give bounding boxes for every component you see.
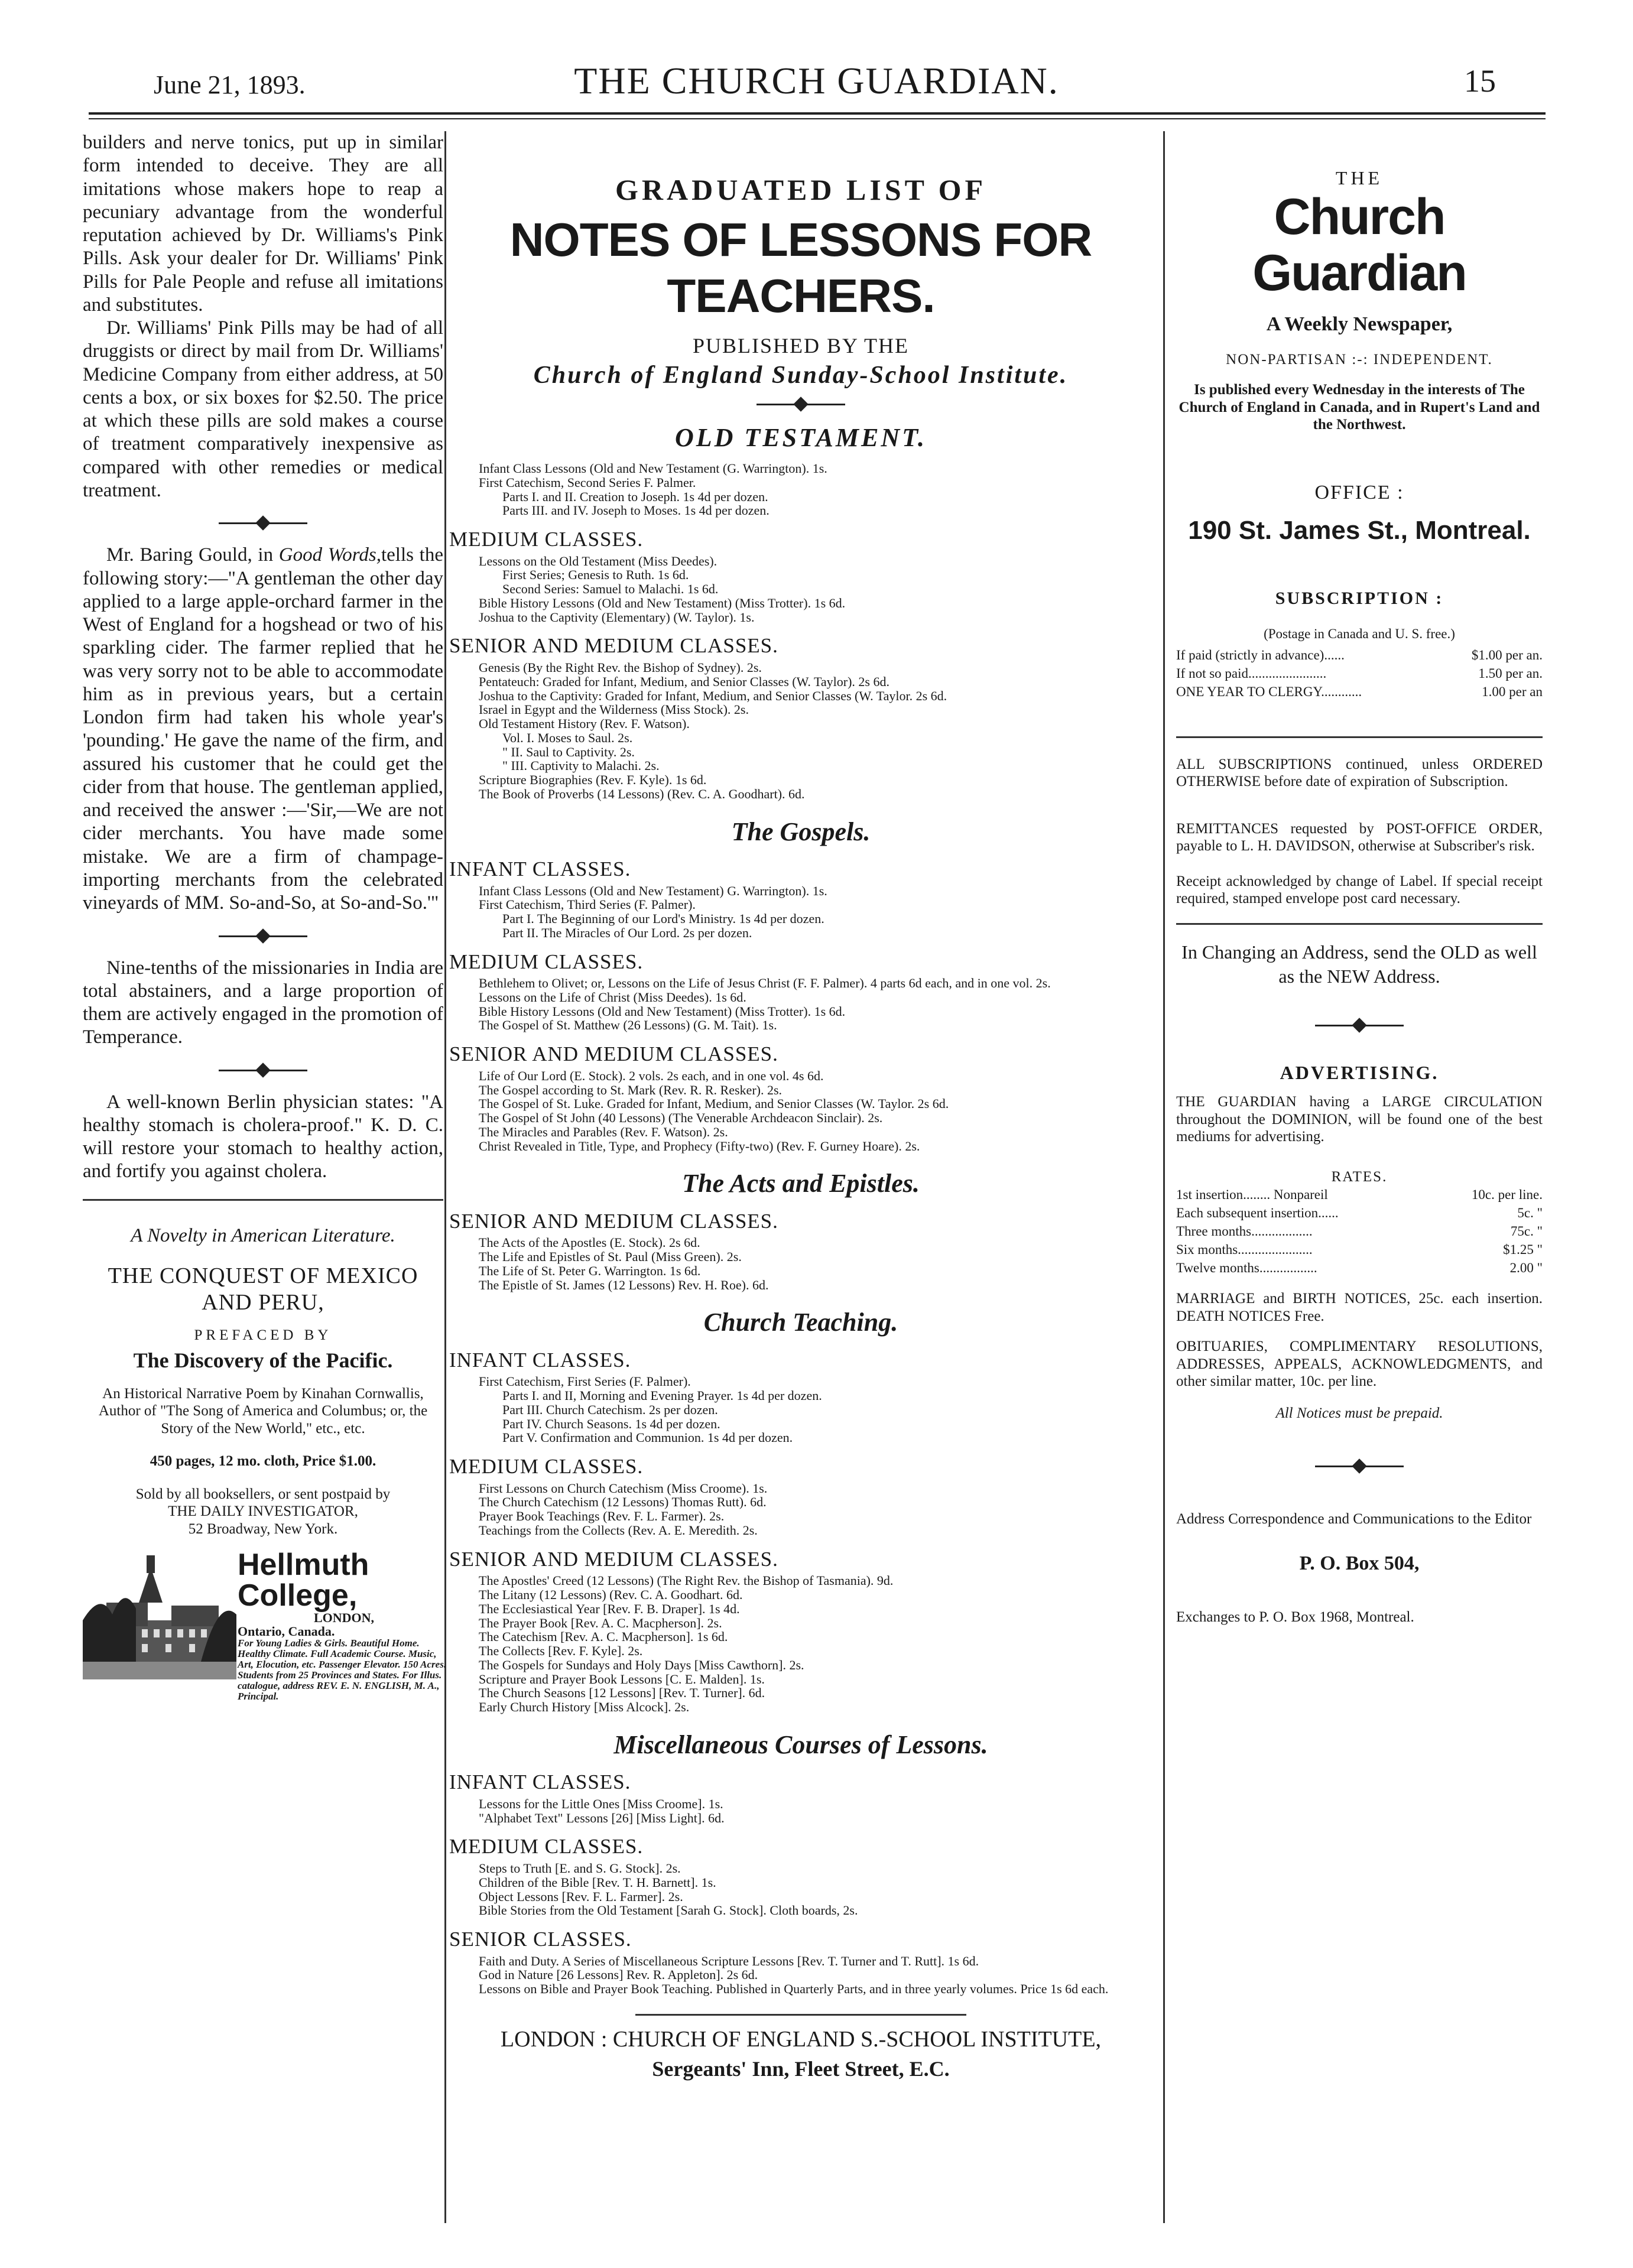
subscription-row (1176, 683, 1543, 701)
receipt-note: Receipt acknowledged by change of Label. If special receipt required, stamped envelope post card necessary. (1176, 873, 1543, 907)
exchanges-note: Exchanges to P. O. Box 1968, Montreal. (1176, 1609, 1414, 1626)
college-word: College, (238, 1578, 358, 1613)
advertising-text: THE GUARDIAN having a LARGE CIRCULATION throughout the DOMINION, will be found one of the best mediums for advertising. (1176, 1094, 1543, 1145)
lesson-entry: "Alphabet Text" Lessons [26] [Miss Light]. 6d. (479, 1810, 725, 1825)
lesson-entries (449, 1375, 1152, 1445)
class-level-label: MEDIUM CLASSES. (449, 1835, 644, 1858)
story-body: tells the following story:—"A gentleman the other day applied to a large apple-orchard farmer in the West of England for a hogshead or two of his sparkling cider. The farmer replied that he was very sorry not to be able to accommodate him as in previous years, but a certain London firm had taken his whole year's 'pounding.' He gave the name of the firm, and assured his customer that he could get the cider from that house. The gentleman applied, and received the answer :—'Sir,—We are not cider merchants. You have made some mistake. We are a firm of champage-importing merchants from the celebrated vineyards of MM. So-and-So, at So-and-So.'" (83, 544, 443, 914)
lesson-entry: Scripture Biographies (Rev. F. Kyle). 1s 6d. (479, 772, 707, 788)
subscription-row-value: 1.00 per an (1482, 684, 1543, 699)
sold-by: Sold by all booksellers, or sent postpaid by (135, 1486, 391, 1502)
rate-row (1176, 1240, 1543, 1259)
hellmuth-college-ad (83, 1548, 447, 1702)
kdc-para: A well-known Berlin physician states: "A healthy stomach is cholera-proof." K. D. C. will restore your stomach to healthy action, and fortify you against cholera. (83, 1091, 443, 1182)
left-column (83, 131, 447, 1702)
lesson-entry: The Gospel of St John (40 Lessons) (The Venerable Archdeacon Sinclair). 2s. (479, 1110, 883, 1126)
class-level-label: MEDIUM CLASSES. (449, 950, 644, 973)
class-level-label: INFANT CLASSES. (449, 1770, 631, 1794)
pink-pills-para-1: builders and nerve tonics, put up in similar form intended to deceive. They are all imitations whose makers hope to reap a pecuniary advantage from the wonderful reputation achieved by Dr. Williams's Pink Pills. Ask your dealer for Dr. Williams' Pink Pills for Pale People and refuse all imitations and substitutes. (83, 132, 443, 316)
lesson-entry: Lessons on Bible and Prayer Book Teaching. Published in Quarterly Parts, and in three yearly volumes. Price 1s 6d each. (479, 1981, 1109, 1997)
nonpartisan-line: NON-PARTISAN :-: INDEPENDENT. (1226, 351, 1493, 368)
baring-gould-story (83, 544, 443, 915)
rate-row-label: 1st insertion........ Nonpareil (1176, 1187, 1328, 1203)
lesson-entry: Steps to Truth [E. and S. G. Stock]. 2s. (479, 1861, 681, 1876)
notes-of-lessons-title: NOTES OF LESSONS FOR TEACHERS. (509, 213, 1092, 322)
institute-name: Church of England Sunday-School Institute. (533, 361, 1069, 389)
advertising-heading: ADVERTISING. (1280, 1061, 1439, 1083)
section-heading: OLD TESTAMENT. (674, 423, 927, 452)
lesson-entry: Infant Class Lessons (Old and New Testament (G. Warrington). 1s. (479, 461, 827, 476)
rate-row-label: Twelve months................. (1176, 1260, 1317, 1276)
lesson-entry: Faith and Duty. A Series of Miscellaneous Scripture Lessons [Rev. T. Turner and T. Rutt]. 1s 6d. (479, 1953, 979, 1968)
good-words-title: Good Words, (278, 544, 381, 566)
lesson-entry: Object Lessons [Rev. F. L. Farmer]. 2s. (479, 1889, 683, 1904)
lesson-entries (449, 1236, 1152, 1292)
class-level-label: SENIOR CLASSES. (449, 1928, 632, 1951)
office-address: 190 St. James St., Montreal. (1188, 516, 1531, 545)
lesson-entry: First Lessons on Church Catechism (Miss Croome). 1s. (479, 1480, 768, 1496)
novelty-heading: A Novelty in American Literature. (131, 1224, 395, 1246)
pink-pills-para-2: Dr. Williams' Pink Pills may be had of all druggists or direct by mail from Dr. Williams' Medicine Company from either address, at 50 cents a box, or six boxes for $2.50. The price at which these pills are sold makes a course of treatment comparatively inexpensive as compared with other remedies or medical treatment. (83, 317, 443, 501)
marriage-notices: MARRIAGE and BIRTH NOTICES, 25c. each insertion. DEATH NOTICES Free. (1176, 1291, 1543, 1324)
lesson-entry: Part IV. Church Seasons. 1s 4d per dozen. (502, 1416, 720, 1431)
historical-narrative: An Historical Narrative Poem by Kinahan Cornwallis, Author of "The Song of America and Columbus; or, the Story of the New World," etc., etc. (98, 1385, 428, 1437)
college-province: Ontario, Canada. (238, 1624, 335, 1639)
section-heading: Miscellaneous Courses of Lessons. (613, 1730, 988, 1759)
ornament-divider (1315, 1463, 1404, 1469)
sergeants-inn: Sergeants' Inn, Fleet Street, E.C. (652, 2057, 950, 2081)
lesson-entry: Old Testament History (Rev. F. Watson). (479, 716, 690, 732)
subscription-row-value: 1.50 per an. (1478, 665, 1543, 681)
column-divider-right (1163, 131, 1165, 2223)
lesson-entries (449, 554, 1152, 625)
subscription-row (1176, 664, 1543, 683)
correspondence-note: Address Correspondence and Communications to the Editor (1176, 1511, 1532, 1528)
college-building-illustration (83, 1549, 236, 1679)
ornament-divider (219, 520, 307, 526)
rate-row-value: 75c. " (1510, 1224, 1543, 1239)
lesson-entry: The Church Seasons [12 Lessons] [Rev. T. Turner]. 6d. (479, 1685, 765, 1701)
class-level-label: MEDIUM CLASSES. (449, 528, 644, 551)
lesson-sections (449, 423, 1152, 1996)
lesson-entries (449, 1954, 1152, 1996)
college-city: LONDON, (313, 1610, 375, 1626)
class-level-label: MEDIUM CLASSES. (449, 1455, 644, 1479)
lesson-entry: The Apostles' Creed (12 Lessons) (The Right Rev. the Bishop of Tasmania). 9d. (479, 1573, 894, 1588)
lesson-entry: Bible History Lessons (Old and New Testament) (Miss Trotter). 1s 6d. (479, 1003, 846, 1019)
rate-row (1176, 1222, 1543, 1240)
rate-row-label: Three months.................. (1176, 1224, 1313, 1239)
masthead: THE CHURCH GUARDIAN. (574, 60, 1059, 102)
lesson-entry: Lessons on the Life of Christ (Miss Deedes). 1s 6d. (479, 989, 746, 1005)
lesson-entry: The Life and Epistles of St. Paul (Miss Green). 2s. (479, 1249, 742, 1265)
lesson-entry: The Gospel of St. Matthew (26 Lessons) (G. M. Tait). 1s. (479, 1018, 777, 1033)
the-word: THE (1335, 167, 1384, 189)
story-lead: Mr. Baring Gould, in (106, 544, 279, 566)
lesson-entries (449, 462, 1152, 518)
subscription-row (1176, 646, 1543, 664)
lesson-entry: The Gospel according to St. Mark (Rev. R. R. Resker). 2s. (479, 1082, 783, 1097)
lesson-entry: The Book of Proverbs (14 Lessons) (Rev. C. A. Goodhart). 6d. (479, 786, 805, 801)
institute-address-line: LONDON : CHURCH OF ENGLAND S.-SCHOOL INSTITUTE, (500, 2026, 1102, 2052)
lesson-entry: First Catechism, Third Series (F. Palmer). (479, 897, 696, 912)
lesson-entry: Vol. I. Moses to Saul. 2s. (502, 730, 633, 745)
lesson-entry: Parts III. and IV. Joseph to Moses. 1s 4d per dozen. (502, 503, 770, 518)
lesson-entry: " II. Saul to Captivity. 2s. (502, 744, 635, 759)
lesson-entry: First Series; Genesis to Ruth. 1s 6d. (502, 567, 689, 583)
lesson-entry: Christ Revealed in Title, Type, and Prophecy (Fifty-two) (Rev. F. Gurney Hoare). 2s. (479, 1138, 920, 1154)
ornament-divider (219, 933, 307, 939)
prepaid-note: All Notices must be prepaid. (1275, 1405, 1443, 1421)
lesson-entries (449, 976, 1152, 1032)
lesson-entry: First Catechism, Second Series F. Palmer. (479, 475, 696, 490)
lesson-entry: Lessons on the Old Testament (Miss Deedes). (479, 553, 718, 568)
ornament-divider (757, 401, 845, 407)
lesson-entry: Infant Class Lessons (Old and New Testament) G. Warrington). 1s. (479, 883, 827, 898)
rate-row-value: 5c. " (1517, 1206, 1543, 1221)
section-heading: Church Teaching. (703, 1308, 898, 1337)
lesson-entries (449, 1481, 1152, 1538)
lesson-entry: First Catechism, First Series (F. Palmer). (479, 1374, 691, 1389)
rate-row (1176, 1185, 1543, 1204)
class-level-label: SENIOR AND MEDIUM CLASSES. (449, 1042, 778, 1066)
postage-note: (Postage in Canada and U. S. free.) (1264, 626, 1455, 642)
lesson-entry: The Miracles and Parables (Rev. F. Watson). 2s. (479, 1124, 728, 1139)
header-rule-thin (89, 118, 1546, 119)
rate-row-value: $1.25 " (1503, 1242, 1543, 1258)
lesson-entry: Teachings from the Collects (Rev. A. E. Meredith. 2s. (479, 1522, 758, 1538)
right-column (1176, 131, 1543, 1626)
lesson-entry: Bethlehem to Olivet; or, Lessons on the Life of Jesus Christ (F. F. Palmer). 4 parts 6d each, and in one vol. 2s. (479, 976, 1051, 991)
lesson-entry: The Gospels for Sundays and Holy Days [Miss Cawthorn]. 2s. (479, 1657, 804, 1672)
subscription-rates (1176, 646, 1543, 701)
lesson-entry: Prayer Book Teachings (Rev. F. L. Farmer). 2s. (479, 1509, 725, 1524)
obituaries-note: OBITUARIES, COMPLIMENTARY RESOLUTIONS, ADDRESSES, APPEALS, ACKNOWLEDGMENTS, and other similar matter, 10c. per line. (1176, 1338, 1543, 1390)
lesson-entry: Joshua to the Captivity: Graded for Infant, Medium, and Senior Classes (W. Taylor. 2s 6d. (479, 688, 947, 703)
published-statement: Is published every Wednesday in the interests of The Church of England in Canada, and in Rupert's Land and the Northwest. (1179, 382, 1540, 433)
price-line: 450 pages, 12 mo. cloth, Price $1.00. (150, 1453, 376, 1470)
lesson-entry: Early Church History [Miss Alcock]. 2s. (479, 1700, 690, 1715)
subscription-heading: SUBSCRIPTION : (1275, 588, 1444, 608)
issue-date: June 21, 1893. (154, 70, 306, 99)
section-heading: The Acts and Epistles. (682, 1169, 920, 1198)
subscription-row-label: If not so paid....................... (1176, 665, 1327, 681)
lesson-entry: Bible Stories from the Old Testament [Sarah G. Stock]. Cloth boards, 2s. (479, 1903, 858, 1918)
lesson-entries (449, 884, 1152, 940)
rate-row (1176, 1204, 1543, 1222)
rate-row (1176, 1259, 1543, 1277)
lesson-entry: The Catechism [Rev. A. C. Macpherson]. 1s 6d. (479, 1629, 728, 1645)
rates-heading: RATES. (1331, 1168, 1388, 1185)
lesson-entry: The Prayer Book [Rev. A. C. Macpherson]. 2s. (479, 1615, 722, 1630)
section-rule (1176, 923, 1543, 925)
class-level-label: INFANT CLASSES. (449, 1348, 631, 1372)
lesson-entry: The Ecclesiastical Year [Rev. F. B. Draper]. 1s 4d. (479, 1601, 740, 1616)
lesson-entry: God in Nature [26 Lessons] Rev. R. Appleton]. 2s 6d. (479, 1967, 758, 1983)
class-level-label: SENIOR AND MEDIUM CLASSES. (449, 1209, 778, 1233)
rate-row-label: Six months...................... (1176, 1242, 1313, 1258)
advertising-rates (1176, 1185, 1543, 1277)
section-heading: The Gospels. (731, 817, 871, 846)
published-by: PUBLISHED BY THE (692, 333, 910, 358)
lesson-entry: The Collects [Rev. F. Kyle]. 2s. (479, 1643, 643, 1659)
lesson-entries (449, 1797, 1152, 1825)
lesson-entry: The Life of St. Peter G. Warrington. 1s 6d. (479, 1263, 701, 1278)
lesson-entry: Parts I. and II, Morning and Evening Prayer. 1s 4d per dozen. (502, 1388, 822, 1403)
discovery-title: The Discovery of the Pacific. (133, 1348, 393, 1372)
lesson-entry: " III. Captivity to Malachi. 2s. (502, 758, 660, 774)
investigator-name: THE DAILY INVESTIGATOR, (168, 1503, 358, 1520)
ornament-divider (219, 1067, 307, 1073)
section-rule (83, 1199, 443, 1201)
po-box: P. O. Box 504, (1299, 1552, 1420, 1574)
lesson-entry: The Epistle of St. James (12 Lessons) Rev. H. Roe). 6d. (479, 1277, 769, 1292)
lesson-entry: Part II. The Miracles of Our Lord. 2s per dozen. (502, 925, 752, 940)
class-level-label: SENIOR AND MEDIUM CLASSES. (449, 1547, 778, 1571)
header-rule (89, 112, 1546, 115)
office-label: OFFICE : (1314, 481, 1404, 503)
hellmuth-name: Hellmuth (238, 1548, 369, 1583)
church-guardian-title: Church Guardian (1252, 189, 1466, 301)
page-number: 15 (1464, 63, 1496, 99)
center-column (449, 131, 1152, 2082)
lesson-entry: Bible History Lessons (Old and New Testament) (Miss Trotter). 1s 6d. (479, 595, 846, 610)
lesson-entry: Pentateuch: Graded for Infant, Medium, and Senior Classes (W. Taylor). 2s 6d. (479, 674, 889, 689)
subscription-row-label: If paid (strictly in advance)...... (1176, 647, 1345, 662)
subscription-row-label: ONE YEAR TO CLERGY............ (1176, 684, 1362, 699)
class-level-label: SENIOR AND MEDIUM CLASSES. (449, 634, 778, 658)
lesson-entry: Life of Our Lord (E. Stock). 2 vols. 2s each, and in one vol. 4s 6d. (479, 1068, 824, 1083)
lesson-entry: The Acts of the Apostles (E. Stock). 2s 6d. (479, 1235, 700, 1250)
page-header (0, 0, 1633, 112)
section-rule (635, 2014, 966, 2016)
college-description: For Young Ladies & Girls. Beautiful Home. Healthy Climate. Full Academic Course. Music, Art, Elocution, etc. Passenger Elevator. 150 Acres. Students from 25 Provinces and States. For Illus. catalogue, address REV. E. N. ENGLISH, M. A., Principal. (238, 1637, 447, 1702)
subscriptions-continued: ALL SUBSCRIPTIONS continued, unless ORDERED OTHERWISE before date of expiration of Subscription. (1176, 756, 1543, 790)
lesson-entry: Israel in Egypt and the Wilderness (Miss Stock). 2s. (479, 702, 749, 717)
graduated-list-heading: GRADUATED LIST OF (615, 173, 987, 206)
lesson-entries (449, 661, 1152, 801)
weekly-newspaper: A Weekly Newspaper, (1266, 313, 1453, 336)
lesson-entry: Genesis (By the Right Rev. the Bishop of Sydney). 2s. (479, 660, 762, 675)
column-divider-left (444, 131, 446, 2223)
lesson-entry: Part V. Confirmation and Communion. 1s 4d per dozen. (502, 1430, 793, 1445)
lesson-entries (449, 1574, 1152, 1714)
lesson-entry: The Litany (12 Lessons) (Rev. C. A. Goodhart. 6d. (479, 1587, 743, 1603)
lesson-entry: Joshua to the Captivity (Elementary) (W. Taylor). 1s. (479, 609, 755, 625)
conquest-title: THE CONQUEST OF MEXICO AND PERU, (108, 1263, 418, 1315)
lesson-entry: Scripture and Prayer Book Lessons [C. E. Malden]. 1s. (479, 1671, 765, 1687)
lesson-entry: Parts I. and II. Creation to Joseph. 1s 4d per dozen. (502, 489, 768, 504)
hellmuth-ad-text (238, 1549, 450, 1701)
lesson-entry: Part III. Church Catechism. 2s per dozen. (502, 1402, 718, 1417)
lesson-entry: Part I. The Beginning of our Lord's Ministry. 1s 4d per dozen. (502, 911, 824, 927)
subscription-row-value: $1.00 per an. (1471, 647, 1543, 662)
lesson-entry: The Church Catechism (12 Lessons) Thomas Rutt). 6d. (479, 1494, 767, 1510)
lesson-entry: Children of the Bible [Rev. T. H. Barnett]. 1s. (479, 1874, 716, 1890)
lesson-entry: Second Series: Samuel to Malachi. 1s 6d. (502, 581, 719, 597)
lesson-entry: Lessons for the Little Ones [Miss Croome]. 1s. (479, 1796, 723, 1811)
lesson-entry: The Gospel of St. Luke. Graded for Infant, Medium, and Senior Classes (W. Taylor. 2s 6d. (479, 1096, 949, 1112)
rate-row-label: Each subsequent insertion...... (1176, 1206, 1339, 1221)
investigator-address: 52 Broadway, New York. (188, 1520, 338, 1537)
remittances-note: REMITTANCES requested by POST-OFFICE ORDER, payable to L. H. DAVIDSON, otherwise at Subscriber's risk. (1176, 820, 1543, 854)
rate-row-value: 2.00 " (1509, 1260, 1543, 1276)
missionaries-para: Nine-tenths of the missionaries in India are total abstainers, and a large proportion of them are actively engaged in the promotion of Temperance. (83, 957, 444, 1048)
ornament-divider (1315, 1022, 1404, 1028)
section-rule (1176, 736, 1543, 738)
rate-row-value: 10c. per line. (1471, 1187, 1543, 1203)
lesson-entries (449, 1069, 1152, 1154)
changing-address-note: In Changing an Address, send the OLD as well as the NEW Address. (1181, 941, 1537, 987)
class-level-label: INFANT CLASSES. (449, 857, 631, 880)
lesson-entries (449, 1861, 1152, 1918)
prefaced-by: PREFACED BY (194, 1327, 332, 1344)
